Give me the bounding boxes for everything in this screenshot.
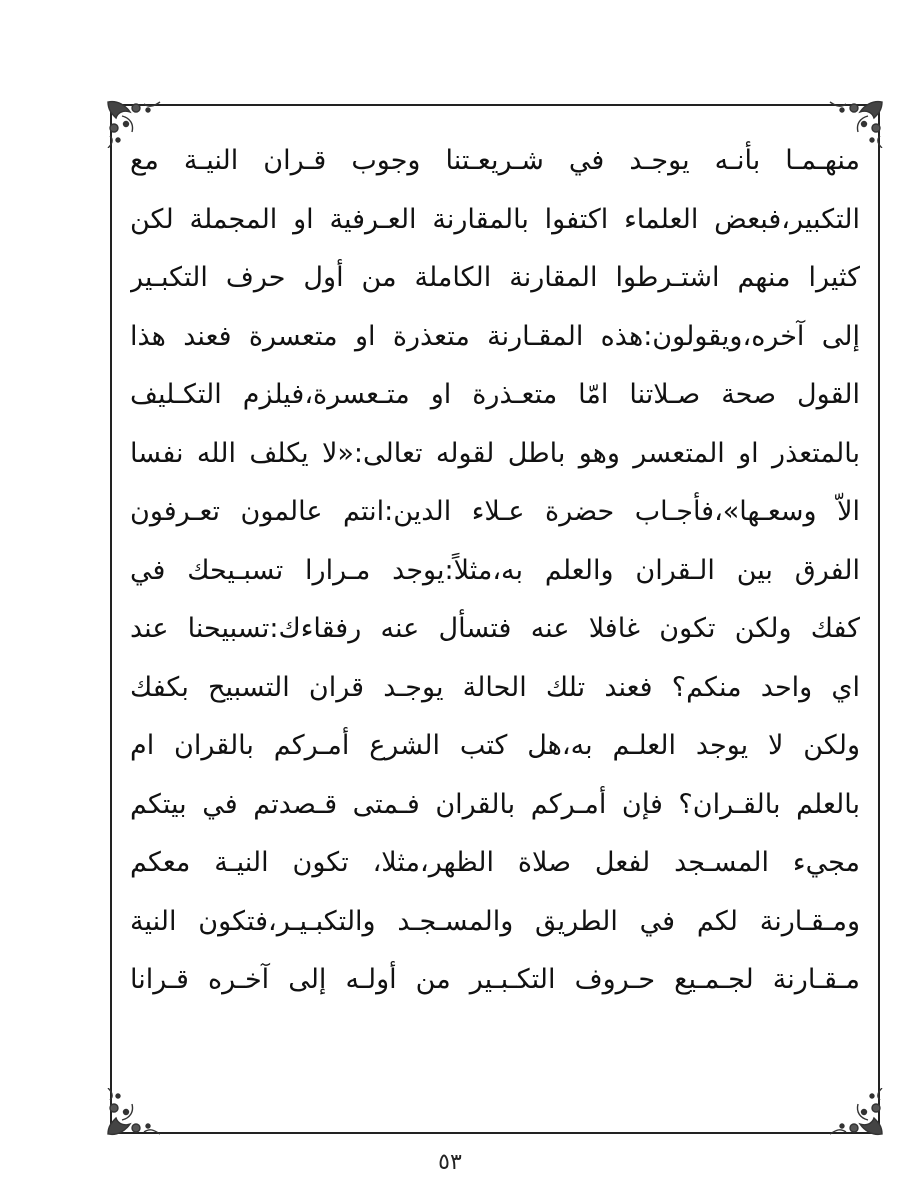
text-line: القول صحة صـلاتنا امّا متعـذرة او متـعسرة،فيلزم التكـليف	[130, 379, 860, 410]
text-line: كثيرا منهم اشتـرطوا المقارنة الكاملة من أول حرف التكبـير	[130, 262, 860, 293]
text-line: مـقـارنة لجـمـيع حـروف التكـبـير من أولـه إلى آخـره قـرانا	[130, 964, 860, 995]
floral-corner-ornament-icon	[104, 1088, 164, 1138]
text-line: مجيء المسـجد لفعل صلاة الظهر،مثلا، تكون النيـة معكم	[130, 847, 860, 878]
text-line: الاّ وسعـها»،فأجـاب حضرة عـلاء الدين:انتم عالمون تعـرفون	[130, 496, 860, 527]
text-line: بالمتعذر او المتعسر وهو باطل لقوله تعالى:«لا يكلف الله نفسا	[130, 437, 860, 469]
page-number: ٥٣	[438, 1150, 462, 1175]
floral-corner-ornament-icon	[826, 1088, 886, 1138]
text-line: الفرق بين الـقران والعلم به،مثلاً:يوجد مـرارا تسبـيحك في	[130, 554, 860, 586]
text-line: ولكن لا يوجد العلـم به،هل كتب الشرع أمـركم بالقران ام	[130, 730, 860, 761]
text-line: منهـمـا بأنـه يوجـد في شـريعـتنا وجوب قـران النيـة مع	[130, 145, 860, 176]
text-line: بالعلم بالقـران؟ فإن أمـركم بالقران فـمتى قـصدتم في بيتكم	[130, 788, 860, 820]
body-text	[130, 132, 860, 1010]
text-line: التكبير،فبعض العلماء اكتفوا بالمقارنة العـرفية او المجملة لكن	[130, 203, 860, 235]
text-line: اي واحد منكم؟ فعند تلك الحالة يوجـد قران التسبيح بكفك	[130, 671, 860, 703]
text-line: كفك ولكن تكون غافلا عنه فتسأل عنه رفقاءك:تسبيحنا عند	[130, 613, 860, 644]
text-line: إلى آخره،ويقولون:هذه المقـارنة متعذرة او متعسرة فعند هذا	[130, 320, 860, 352]
text-line: ومـقـارنة لكم في الطريق والمسـجـد والتكبـيـر،فتكون النية	[130, 905, 860, 937]
